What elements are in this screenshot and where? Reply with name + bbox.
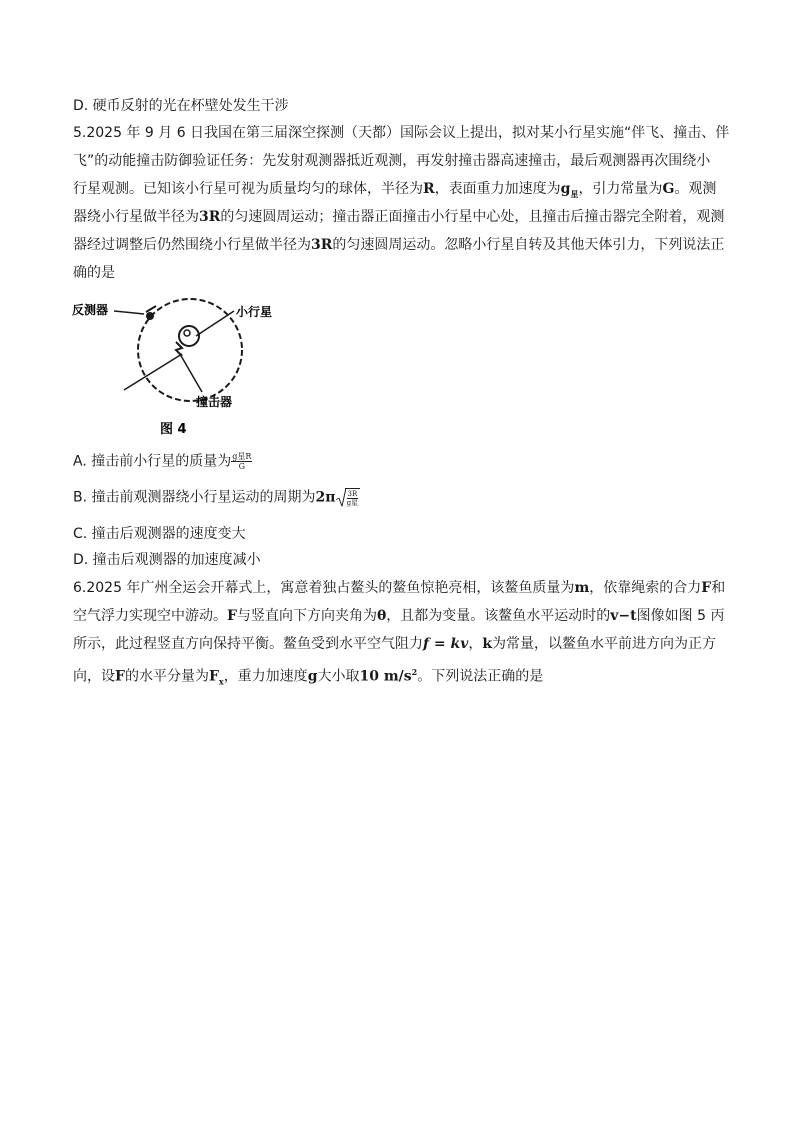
- asteroid-label: 小行星: [236, 305, 273, 319]
- symbol-g: g: [307, 668, 318, 685]
- text: 的水平分量为: [124, 668, 209, 685]
- text: ，引力常量为: [578, 181, 663, 197]
- subscript: x: [218, 676, 224, 687]
- denominator: G: [238, 462, 245, 471]
- symbol-k: k: [482, 636, 493, 652]
- observer-leader: [114, 311, 144, 314]
- text: ，表面重力加速度为: [434, 181, 561, 197]
- numerator: g星R: [232, 452, 252, 461]
- text: 和: [711, 580, 726, 596]
- q5-line-4: [73, 208, 724, 226]
- text: 空气浮力实现空中游动。: [73, 608, 227, 624]
- observer-shape: [146, 312, 154, 320]
- text: ，重力加速度: [223, 668, 308, 685]
- text: 所示，此过程竖直方向保持平衡。鳌鱼受到水平空气阻力: [73, 636, 423, 652]
- q5-option-b: [73, 488, 360, 507]
- text: 行星观测。已知该小行星可视为质量均匀的球体，半径为: [73, 181, 423, 197]
- option-text: B. 撞击前观测器绕小行星运动的周期为: [73, 489, 316, 506]
- symbol-g: g: [560, 181, 571, 197]
- impactor-label: 撞击器: [196, 395, 233, 409]
- option-text: A. 撞击前小行星的质量为: [73, 453, 232, 470]
- subscript: 星: [570, 188, 579, 199]
- q5-line-6: 确的是: [73, 265, 115, 281]
- q6-line-1: [73, 579, 725, 597]
- symbol-F: F: [115, 668, 125, 685]
- symbol-Fx: F: [208, 668, 219, 685]
- text: 与竖直向下方向夹角为: [236, 608, 377, 624]
- symbol-F: F: [701, 580, 712, 596]
- orbit-diagram: [72, 292, 302, 442]
- option-d-previous: D. 硬币反射的光在杯壁处发生干涉: [73, 98, 289, 114]
- fraction: [347, 490, 359, 507]
- denominator: g星: [346, 498, 359, 507]
- text: 。观测: [674, 181, 717, 197]
- symbol-m: m: [574, 580, 590, 596]
- fraction: [231, 452, 252, 471]
- text: 的匀速圆周运动。忽略小行星自转及其他天体引力，下列说法正: [332, 237, 725, 253]
- symbol-R: R: [423, 181, 435, 197]
- text: 。下列说法正确的是: [417, 668, 544, 685]
- figure-caption: 图 4: [160, 422, 187, 437]
- q5-line-2: 飞”的动能撞击防御验证任务：先发射观测器抵近观测，再发射撞击器高速撞击，最后观测器再次围绕小: [73, 153, 711, 169]
- q6-line-3: [73, 635, 716, 653]
- q5-line-1: 5.2025 年 9 月 6 日我国在第三届深空探测（天都）国际会议上提出，拟对某小行星实施“伴飞、撞击、伴: [73, 125, 730, 141]
- asteroid-detail: [184, 330, 190, 336]
- symbol-G: G: [662, 181, 675, 197]
- symbol-3R: 3R: [311, 237, 333, 253]
- q5-option-a: [73, 452, 252, 471]
- q5-option-c: C. 撞击后观测器的速度变大: [73, 526, 246, 542]
- square-root: [336, 488, 361, 507]
- radicand: [345, 488, 361, 507]
- q6-line-4: [73, 663, 543, 690]
- text: 大小取: [317, 668, 360, 685]
- symbol-F: F: [227, 608, 237, 624]
- symbol-theta: θ: [376, 608, 387, 624]
- impactor-leader: [180, 354, 202, 392]
- text: 图像如图 5 丙: [636, 608, 725, 624]
- numerator: 3R: [347, 489, 358, 498]
- exponent: 2: [411, 667, 418, 677]
- asteroid-leader: [196, 311, 234, 336]
- text: 器绕小行星做半径为: [73, 209, 199, 225]
- text: 向，设: [73, 668, 115, 685]
- two-pi: 2π: [315, 489, 336, 506]
- gravity-value: 10 m/s: [359, 668, 412, 685]
- q6-line-2: [73, 607, 724, 625]
- text: 的匀速圆周运动；撞击器正面撞击小行星中心处，且撞击后撞击器完全附着，观测: [220, 209, 725, 225]
- figure-4: [72, 292, 302, 442]
- text: ，依靠绳索的合力: [589, 580, 702, 596]
- symbol-vt: v−t: [610, 608, 637, 624]
- drag-equation: f = kv: [423, 636, 469, 652]
- text: 为常量，以鳌鱼水平前进方向为正方: [492, 636, 717, 652]
- observer-label: 反测器: [72, 303, 109, 317]
- radical-sign: [336, 488, 346, 507]
- text: 6.2025 年广州全运会开幕式上，寓意着独占鳌头的鳌鱼惊艳亮相，该鳌鱼质量为: [73, 580, 575, 596]
- text: ，且都为变量。该鳌鱼水平运动时的: [386, 608, 611, 624]
- q5-line-3: [73, 180, 716, 203]
- q5-option-d: D. 撞击后观测器的加速度减小: [73, 552, 261, 568]
- text: ，: [468, 636, 483, 652]
- observer-panel: [146, 306, 156, 312]
- symbol-3R: 3R: [199, 209, 221, 225]
- q5-line-5: [73, 236, 724, 254]
- text: 器经过调整后仍然围绕小行星做半径为: [73, 237, 311, 253]
